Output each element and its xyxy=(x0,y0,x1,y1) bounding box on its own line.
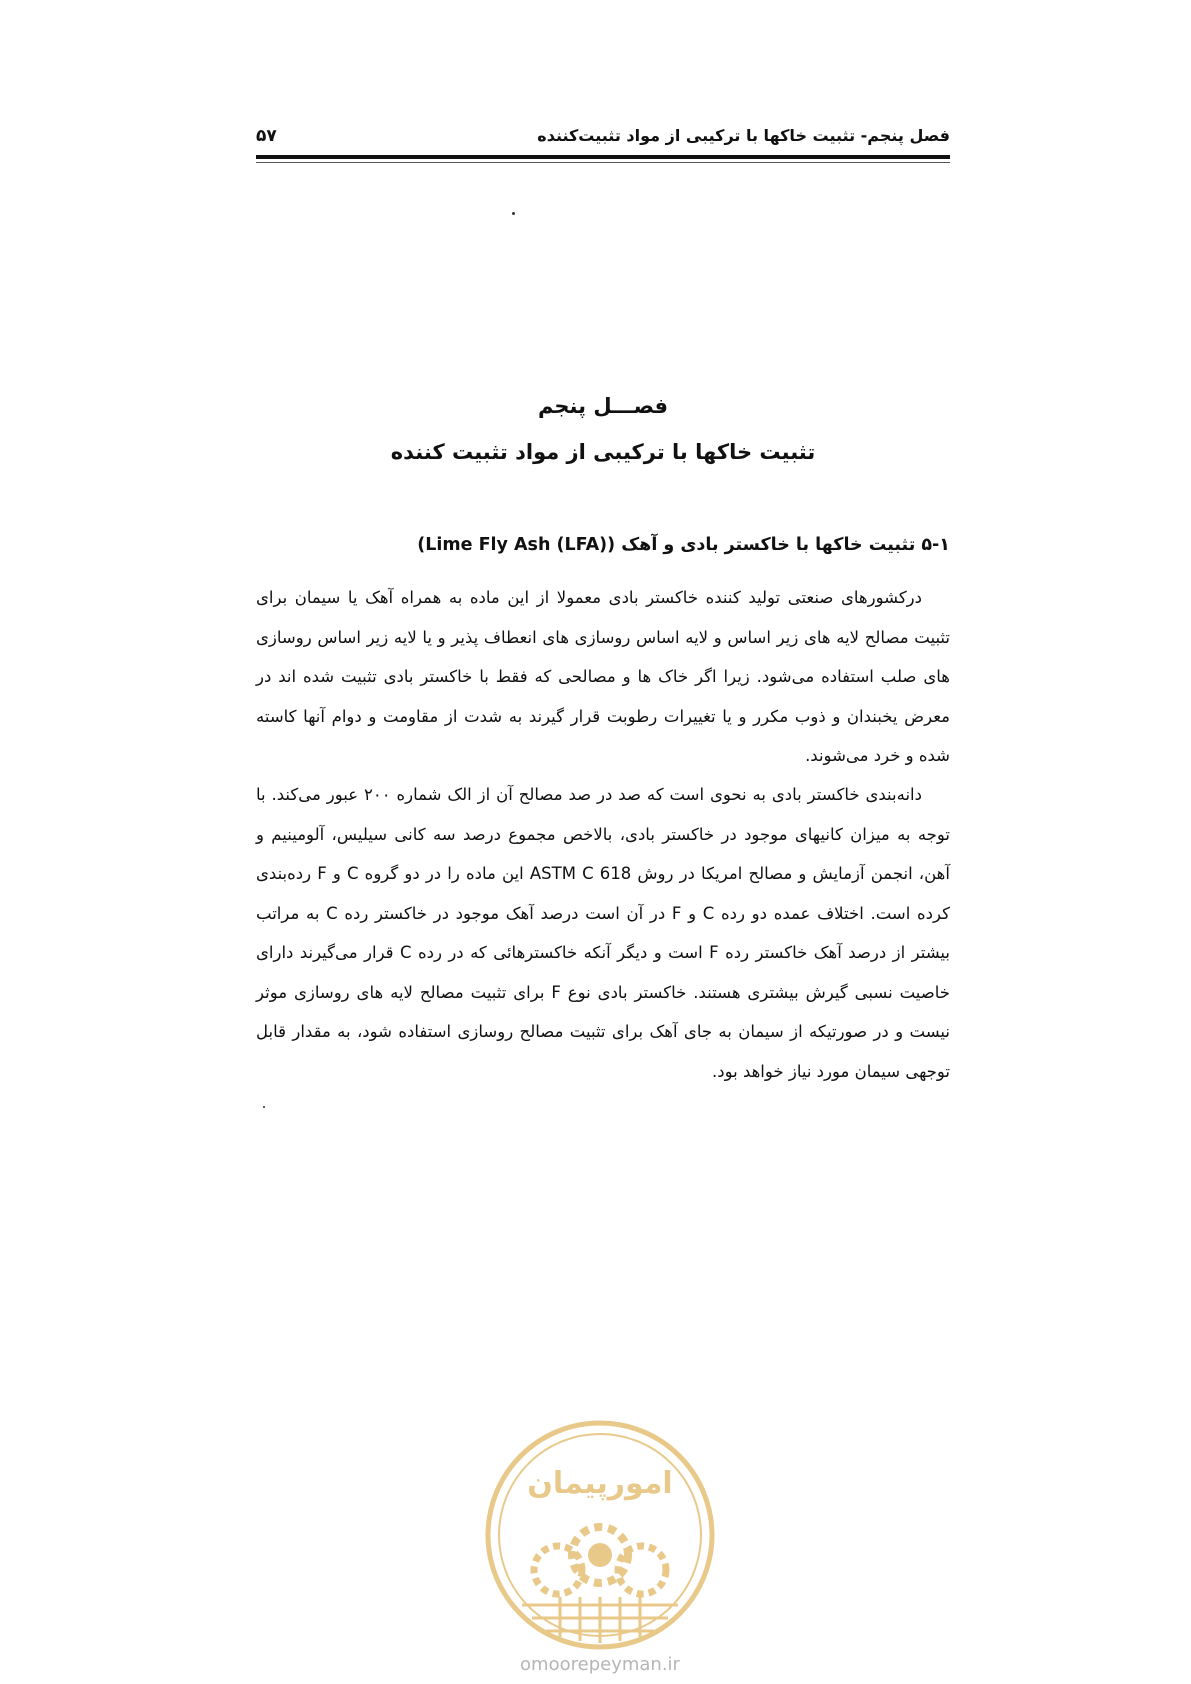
section-heading: ۵-۱ تثبیت خاکها با خاکستر بادی و آهک (Lime Fly Ash (LFA)) xyxy=(417,535,950,555)
watermark-site: omoorepeyman.ir xyxy=(520,1654,680,1675)
seal-text: امورپیمان xyxy=(527,1466,673,1501)
paragraph-2: دانه‌بندی خاکستر بادی به نحوی است که صد در صد مصالح آن از الک شماره ۲۰۰ عبور می‌کند. با توجه به میزان کانیهای موجود در خاکستر بادی، بالاخص مجموع درصد سه کانی سیلیس، آلومینیم و آهن، انجمن آزمایش و مصالح امریکا در روش ASTM C 618 این ماده را در دو گروه C و F رده‌بندی کرده است. اختلاف عمده دو رده C و F در آن است درصد آهک موجود در خاکستر رده C به مراتب بیشتر از درصد آهک خاکستر رده F است و دیگر آنکه خاکسترهائی که در رده C قرار می‌گیرند دارای خاصیت نسبی گیرش بیشتری هستند. خاکستر بادی نوع F برای تثبیت مصالح لایه های روسازی موثر نیست و در صورتیکه از سیمان به جای آهک برای تثبیت مصالح روسازی استفاده شود، به مقدار قابل توجهی سیمان مورد نیاز خواهد بود. xyxy=(256,785,951,1081)
running-header xyxy=(256,118,950,150)
header-rule-thin xyxy=(256,162,950,163)
header-rule xyxy=(256,155,950,159)
chapter-label: فصـــل پنجم xyxy=(537,394,669,418)
watermark-seal-icon xyxy=(480,1415,720,1655)
scan-speck xyxy=(512,212,515,215)
chapter-title: تثبیت خاکها با ترکیبی از مواد تثبیت کننده xyxy=(390,440,816,464)
running-title: فصل پنجم- تثبیت خاکها با ترکیبی از مواد تثبیت‌کننده xyxy=(537,126,950,145)
scan-speck xyxy=(263,1106,265,1108)
page-number: ۵۷ xyxy=(256,126,277,146)
paragraph-1: درکشورهای صنعتی تولید کننده خاکستر بادی معمولا از این ماده به همراه آهک یا سیمان برای تثبیت مصالح لایه های زیر اساس و لایه اساس روسازی های انعطاف پذیر و یا لایه زیر اساس روسازی های صلب استفاده می‌شود. زیرا اگر خاک ها و مصالحی که فقط با خاکستر بادی تثبیت شده اند در معرض یخبندان و ذوب مکرر و یا تغییرات رطوبت قرار گیرند به شدت از مقاومت و دوام آنها کاسته شده و خرد می‌شوند. xyxy=(256,588,950,765)
